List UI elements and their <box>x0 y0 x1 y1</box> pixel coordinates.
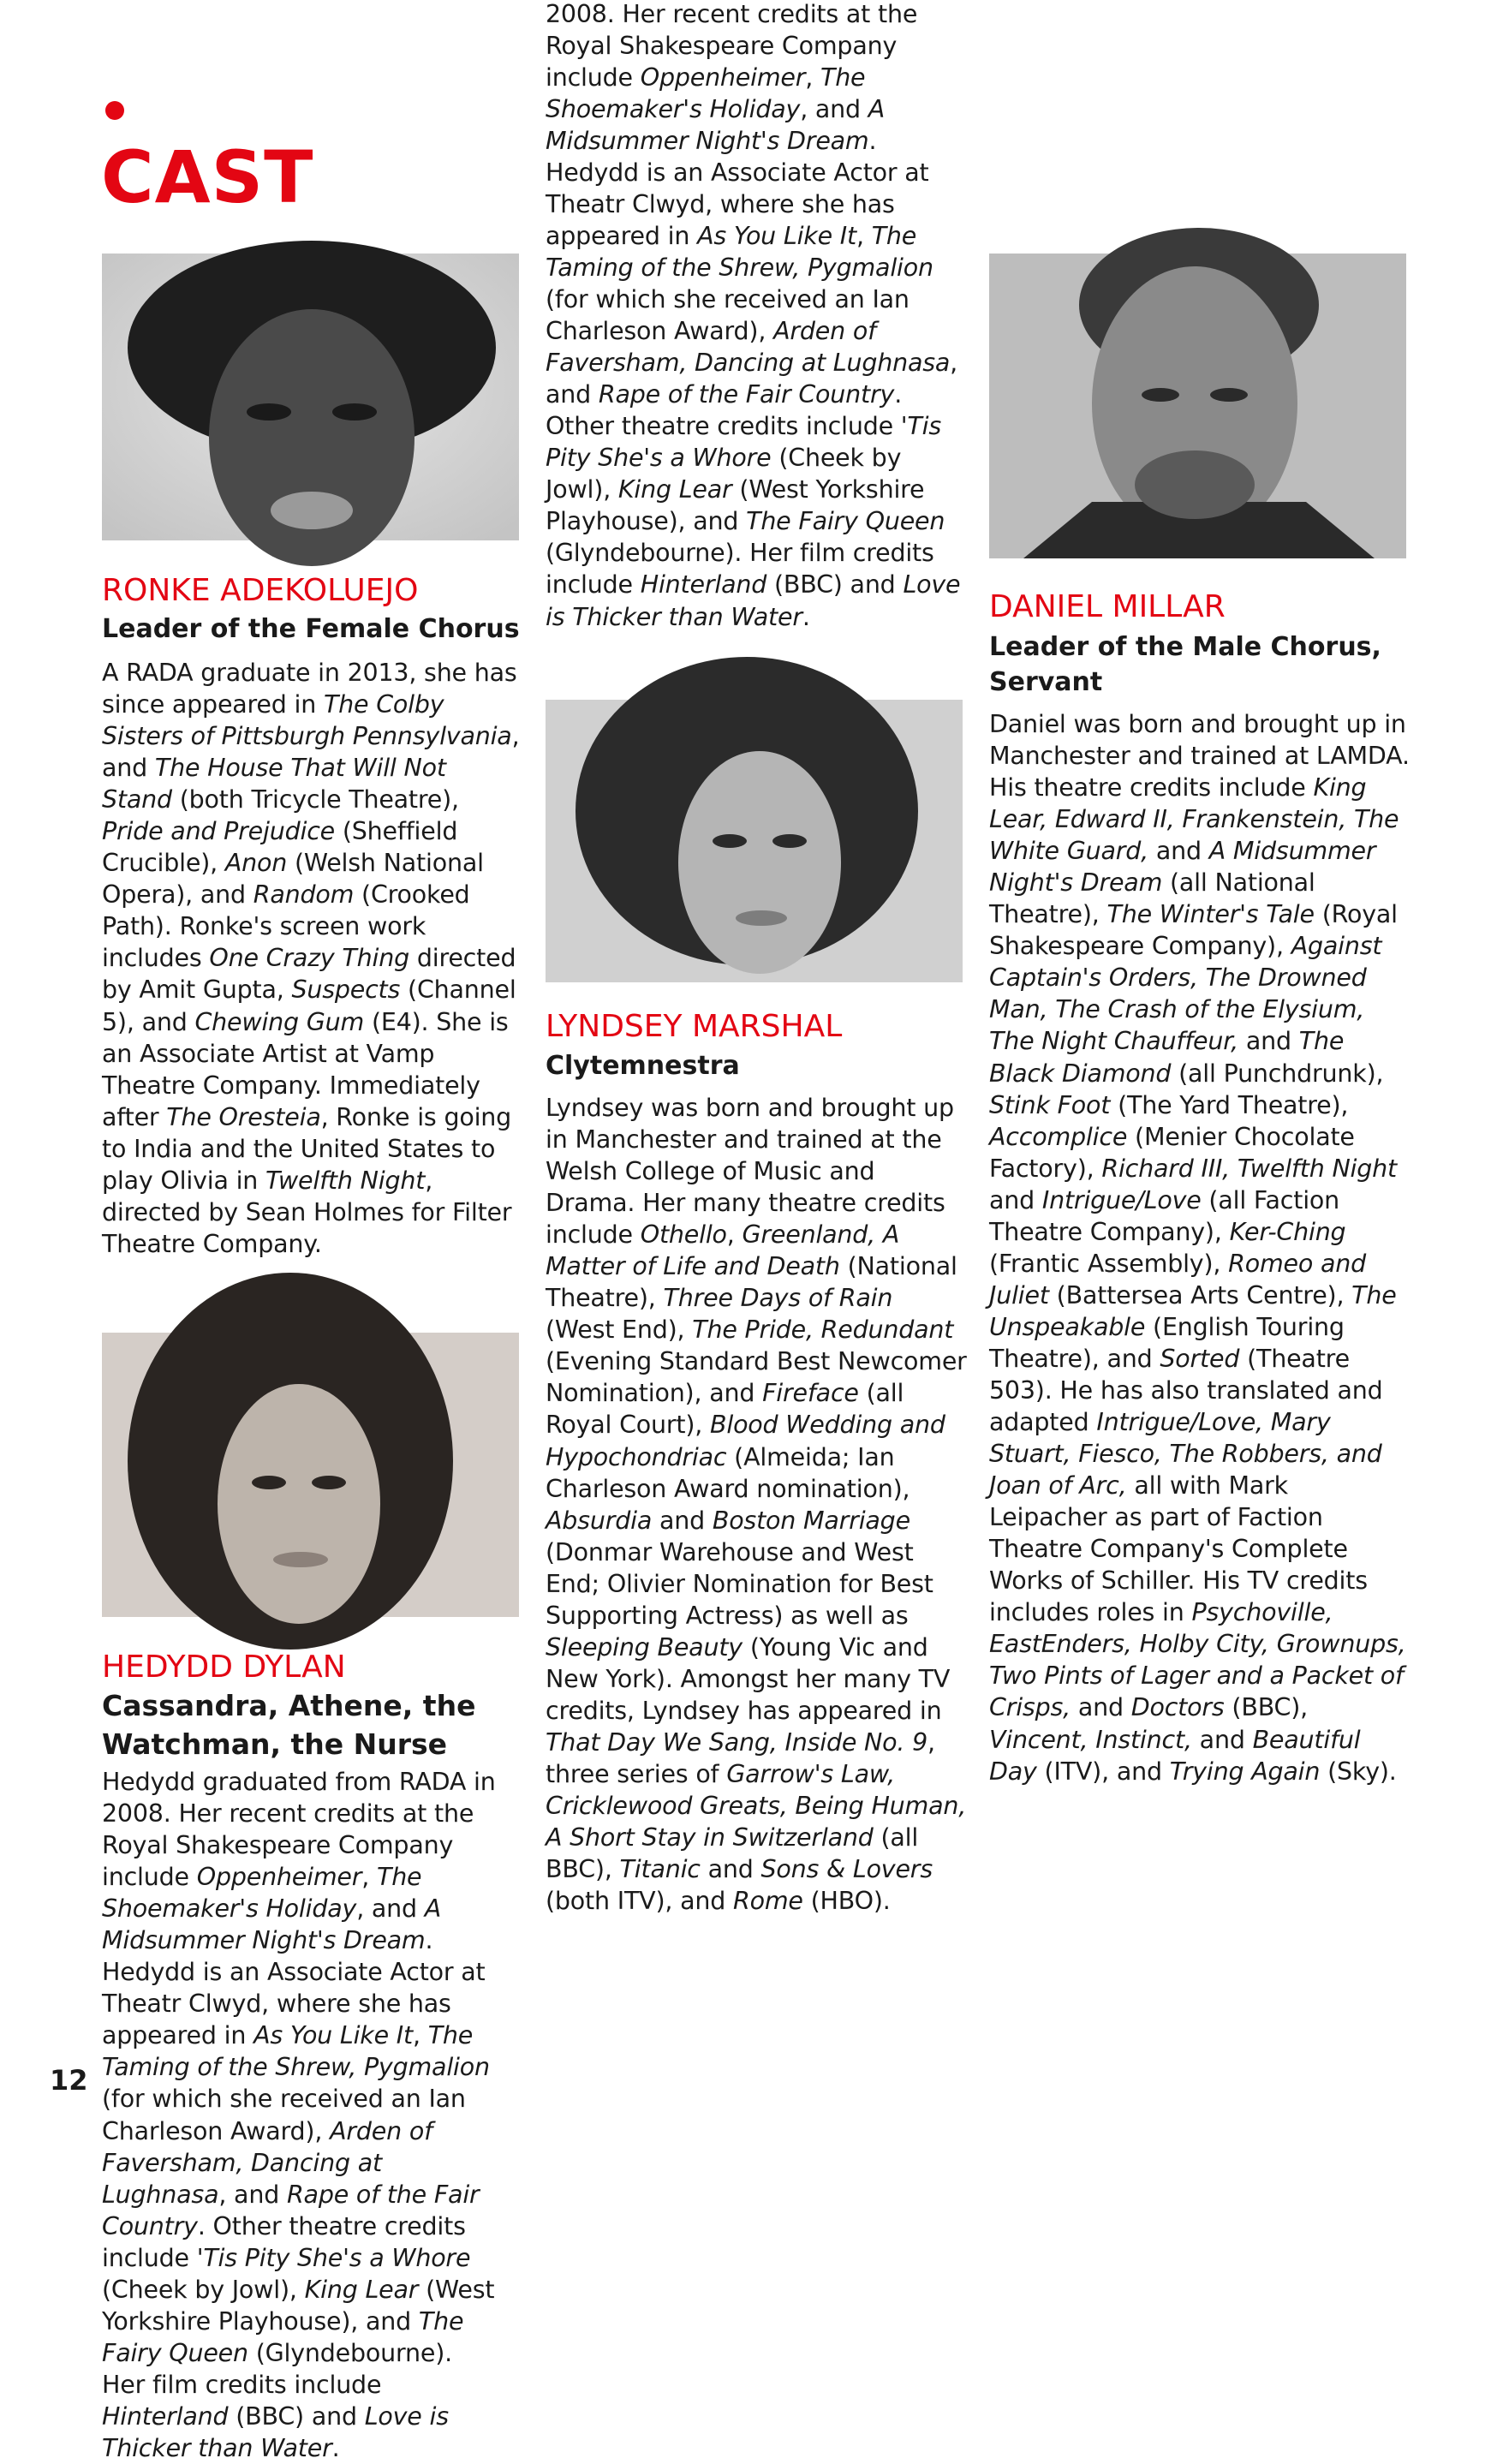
cast-bio-daniel: Daniel was born and brought up in Manchester and trained at LAMDA. His theatre credits include King Lear, Edward II, Frankenstein, The White Guard, and A Midsummer Night's Dream (all National Theatre), The Winter's Tale (Royal Shakespeare Company), Against Captain's Orders, The Drowned Man, The Crash of the Elysium, The Night Chauffeur, and The Black Diamond (all Punchdrunk), Stink Foot (The Yard Theatre), Accomplice (Menier Chocolate Factory), Richard III, Twelfth Night and Intrigue/Love (all Faction Theatre Company), Ker-Ching (Frantic Assembly), Romeo and Juliet (Battersea Arts Centre), The Unspeakable (English Touring Theatre), and Sorted (Theatre 503). He has also translated and adapted Intrigue/Love, Mary Stuart, Fiesco, The Robbers, and Joan of Arc, all with Mark Leipacher as part of Faction Theatre Company's Complete Works of Schiller. His TV credits includes roles in Psychoville, EastEnders, Holby City, Grownups, Two Pints of Lager and a Packet of Crisps, and Doctors (BBC), Vincent, Instinct, and Beautiful Day (ITV), and Trying Again (Sky). <box>989 710 1410 1786</box>
cast-name-lyndsey: LYNDSEY MARSHAL <box>546 1009 843 1044</box>
cast-bio-hedydd-continued: 2008. Her recent credits at the Royal Shakespeare Company include Oppenheimer, The Shoemaker's Holiday, and A Midsummer Night's Dream. Hedydd is an Associate Actor at Theatr Clwyd, where she has appeared in As You Like It, The Taming of the Shrew, Pygmalion (for which she received an Ian Charleson Award), Arden of Faversham, Dancing at Lughnasa, and Rape of the Fair Country. Other theatre credits include 'Tis Pity She's a Whore (Cheek by Jowl), King Lear (West Yorkshire Playhouse), and The Fairy Queen (Glyndebourne). Her film credits include Hinterland (BBC) and Love is Thicker than Water. <box>546 0 961 631</box>
accent-dot <box>105 101 124 120</box>
cast-name-ronke: RONKE ADEKOLUEJO <box>102 573 419 608</box>
cast-photo-lyndsey <box>546 700 963 982</box>
cast-bio-hedydd: Hedydd graduated from RADA in 2008. Her recent credits at the Royal Shakespeare Company include Oppenheimer, The Shoemaker's Holiday, and A Midsummer Night's Dream. Hedydd is an Associate Actor at Theatr Clwyd, where she has appeared in As You Like It, The Taming of the Shrew, Pygmalion (for which she received an Ian Charleson Award), Arden of Faversham, Dancing at Lughnasa, and Rape of the Fair Country. Other theatre credits include 'Tis Pity She's a Whore (Cheek by Jowl), King Lear (West Yorkshire Playhouse), and The Fairy Queen (Glyndebourne). Her film credits include Hinterland (BBC) and Love is Thicker than Water. <box>102 1768 496 2462</box>
cast-role-daniel: Leader of the Male Chorus, Servant <box>989 632 1381 697</box>
cast-bio-ronke: A RADA graduate in 2013, she has since appeared in The Colby Sisters of Pittsburgh Pennsylvania, and The House That Will Not Stand (both Tricycle Theatre), Pride and Prejudice (Sheffield Crucible), Anon (Welsh National Opera), and Random (Crooked Path). Ronke's screen work includes One Crazy Thing directed by Amit Gupta, Suspects (Channel 5), and Chewing Gum (E4). She is an Associate Artist at Vamp Theatre Company. Immediately after The Oresteia, Ronke is going to India and the United States to play Olivia in Twelfth Night, directed by Sean Holmes for Filter Theatre Company. <box>102 659 520 1258</box>
cast-name-hedydd: HEDYDD DYLAN <box>102 1650 346 1685</box>
cast-role-ronke: Leader of the Female Chorus <box>102 614 520 644</box>
cast-photo-daniel <box>989 254 1406 558</box>
cast-bio-lyndsey: Lyndsey was born and brought up in Manchester and trained at the Welsh College of Music and Drama. Her many theatre credits include Othello, Greenland, A Matter of Life and Death (National Theatre), Three Days of Rain (West End), The Pride, Redundant (Evening Standard Best Newcomer Nomination), and Fireface (all Royal Court), Blood Wedding and Hypochondriac (Almeida; Ian Charleson Award nomination), Absurdia and Boston Marriage (Donmar Warehouse and West End; Olivier Nomination for Best Supporting Actress) as well as Sleeping Beauty (Young Vic and New York). Amongst her many TV credits, Lyndsey has appeared in That Day We Sang, Inside No. 9, three series of Garrow's Law, Cricklewood Greats, Being Human, A Short Stay in Switzerland (all BBC), Titanic and Sons & Lovers (both ITV), and Rome (HBO). <box>546 1094 967 1916</box>
cast-role-hedydd: Cassandra, Athene, the Watchman, the Nurse <box>102 1689 476 1761</box>
cast-photo-hedydd <box>102 1333 519 1617</box>
cast-photo-ronke <box>102 254 519 540</box>
cast-name-daniel: DANIEL MILLAR <box>989 589 1226 624</box>
cast-role-lyndsey: Clytemnestra <box>546 1051 740 1081</box>
page-number: 12 <box>50 2064 88 2097</box>
page-title: CAST <box>101 135 314 219</box>
